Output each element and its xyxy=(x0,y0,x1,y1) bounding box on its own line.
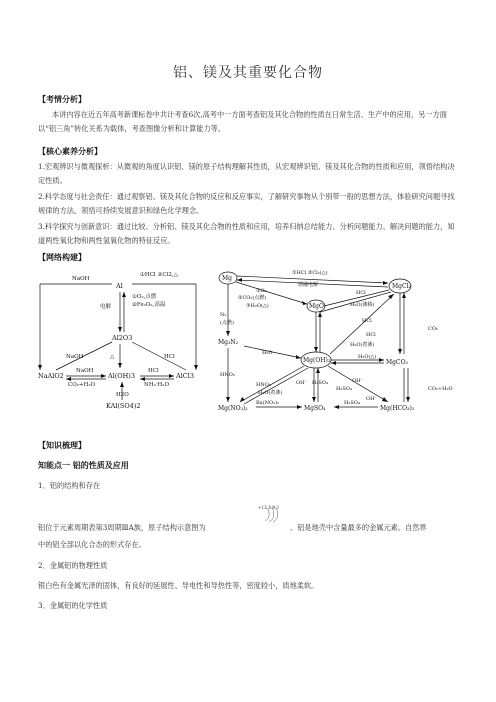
mg-co2-h2o-label: CO₂+H₂O xyxy=(428,386,453,392)
mgo-node: MgO xyxy=(309,303,324,310)
mghco32-node: Mg(HCO₃)₂ xyxy=(380,405,415,412)
section-2-text: 银白色有金属光泽的固体，有良好的延展性、导电性和导热性等，密度较小，质地柔软。 xyxy=(38,581,319,590)
core-literacy-item-2: 2.科学态度与社会责任：通过观察铝、镁及其化合物的反应和反应事实，了解研究事物从个别带一般的思想方法，体验研究问题寻找规律的方法，领悟可持续发展意识和绿色化学理念。 xyxy=(38,192,455,215)
core-literacy-item-1: 1.宏观辨识与微观探析：从微观的角度认识铝、镁的原子结构理解其性质，从宏观辨识铝、镁及其化合物的性质和应用，领悟结构决定性质。 xyxy=(38,162,455,185)
aluminum-conversion-diagram xyxy=(36,266,202,414)
al-nh3-h2o-label: NH₃·H₂O xyxy=(144,382,170,388)
al-o2-label: ①O₂,点燃 xyxy=(132,294,157,300)
kal-node: KAl(SO4)2 xyxy=(106,402,141,410)
al-naoh-low-label: NaOH xyxy=(76,368,94,374)
mgoh2-node: Mg(OH)₂ xyxy=(303,357,331,364)
mg-bano3-label: Ba(NO₃)₂ xyxy=(256,400,280,406)
mg-hcl3-label: HCl xyxy=(366,332,376,338)
network-heading: 【网络构建】 xyxy=(38,252,86,262)
al-hcl-cl2-label: ①HCl ②Cl2,△ xyxy=(140,272,178,278)
aloh3-node: Al(OH)3 xyxy=(108,372,135,380)
core-literacy-item-3: 3.科学探究与创新意识：通过比较、分析铝、镁及其化合物的性质和应用，培养归纳总结能力、分析问题能力、解决问题的能力，知道两性氧化物和两性氢氧化物的特征反应。 xyxy=(38,222,455,245)
mg-oh2-label: OH⁻ xyxy=(352,378,364,384)
alcl3-node: AlCl3 xyxy=(176,372,194,380)
mgno32-node: Mg(NO₃)₂ xyxy=(218,405,248,412)
mgcl2-node: MgCl₂ xyxy=(392,283,411,290)
al-naoh-top-label: NaOH xyxy=(72,276,90,282)
al-naoh-mid-label: NaOH xyxy=(66,354,84,360)
al-hcl-mid-label: HCl xyxy=(164,354,175,360)
al-hcl-low-label: HCl xyxy=(148,368,159,374)
mgso4-node: MgSO₄ xyxy=(304,405,326,412)
mg-n2-label: N₂ xyxy=(220,312,227,318)
mg-hcl1-label: HCl xyxy=(356,290,366,296)
atom-structure-label: +13 2 8 3 xyxy=(258,505,279,510)
magnesium-conversion-diagram xyxy=(216,266,462,414)
mg-hno3b-label: HNO₃ xyxy=(256,382,271,388)
mg-h2o-label: H₂O xyxy=(262,350,273,356)
page-title: 铝、镁及其重要化合物 xyxy=(173,65,323,81)
al-delta-label: △ xyxy=(110,354,115,360)
mg-molten-label: 熔融电解 xyxy=(298,282,319,288)
al-electrolysis-label: 电解 xyxy=(100,304,112,310)
mg-h2so4c-label: H₂SO₄ xyxy=(344,400,360,406)
mg-h2o-boil-label: H₂O(煮沸) xyxy=(350,342,375,348)
mg-co2-label: ②CO₂(点燃) xyxy=(238,295,267,301)
core-literacy-heading: 【核心素养分析】 xyxy=(38,146,102,156)
mg-hcl-cl2-label: ①HCl ②Cl₂(△) xyxy=(292,270,328,276)
mg-node: Mg xyxy=(222,275,232,282)
mg-ignite-label: (点燃) xyxy=(220,320,234,326)
mg-h2o-boil2-label: H₂O(煮沸) xyxy=(258,390,283,396)
mg-h2so4b-label: H₂SO₄ xyxy=(336,386,352,392)
mgco3-node: MgCO₃ xyxy=(386,359,408,366)
section-1-title: 1．铝的结构和存在 xyxy=(38,481,101,490)
al-fe2o3-label: ②Fe₂O₃,高温 xyxy=(132,302,166,308)
al2o3-node: Al2O3 xyxy=(112,334,133,342)
mg3n2-node: Mg₃N₂ xyxy=(218,339,239,346)
al-h2o-label: H2O xyxy=(116,392,129,398)
knowledge-point-heading: 知能点一 铝的性质及应用 xyxy=(38,460,129,470)
mg-oh3-label: OH⁻ xyxy=(366,396,378,402)
aluminum-atom-diagram xyxy=(258,503,280,525)
mg-h2so4-label: H₂SO₄ xyxy=(312,380,328,386)
section-1-text-b: 。铝是地壳中含量最多的金属元素。自然界 xyxy=(290,523,427,532)
mg-o2-label: ①O₂ xyxy=(256,288,267,294)
mg-h2o-delta-label: ③H₂O(△) xyxy=(246,303,269,309)
section-1-text-c: 中的铝全部以化合态的形式存在。 xyxy=(38,540,146,549)
naalo2-node: NaAlO2 xyxy=(38,372,64,380)
mg-oh-label: OH⁻ xyxy=(296,380,308,386)
mg-h2o-delta2-label: H₂O(△) xyxy=(358,354,377,360)
al-node: Al xyxy=(116,282,123,290)
exam-analysis-text: 本讲内容在近五年高考新课标卷中共计考查6次,高考中一方面考查铝及其化合物的性质在日常生活、生产中的应用，另一方面以“铝三角”转化关系为载体，考查图像分析和计算能力等。 xyxy=(38,110,447,133)
mg-hcl2-label: HCl xyxy=(362,318,372,324)
exam-analysis-heading: 【考情分析】 xyxy=(38,94,86,104)
al-co2-h2o-label: CO₂+H₂O xyxy=(68,382,96,388)
section-2-title: 2．金属铝的物理性质 xyxy=(38,561,108,570)
mg-hno3-label: HNO₃ xyxy=(220,372,235,378)
section-1-text-a: 铝位于元素周期表第3周期ⅢA族，原子结构示意图为 xyxy=(38,523,206,532)
mg-co2b-label: CO₂ xyxy=(428,326,438,332)
knowledge-heading: 【知识梳理】 xyxy=(38,440,86,450)
section-3-title: 3．金属铝的化学性质 xyxy=(38,601,108,610)
mg-h2o-hot-label: H₂O(沸腾) xyxy=(350,302,375,308)
